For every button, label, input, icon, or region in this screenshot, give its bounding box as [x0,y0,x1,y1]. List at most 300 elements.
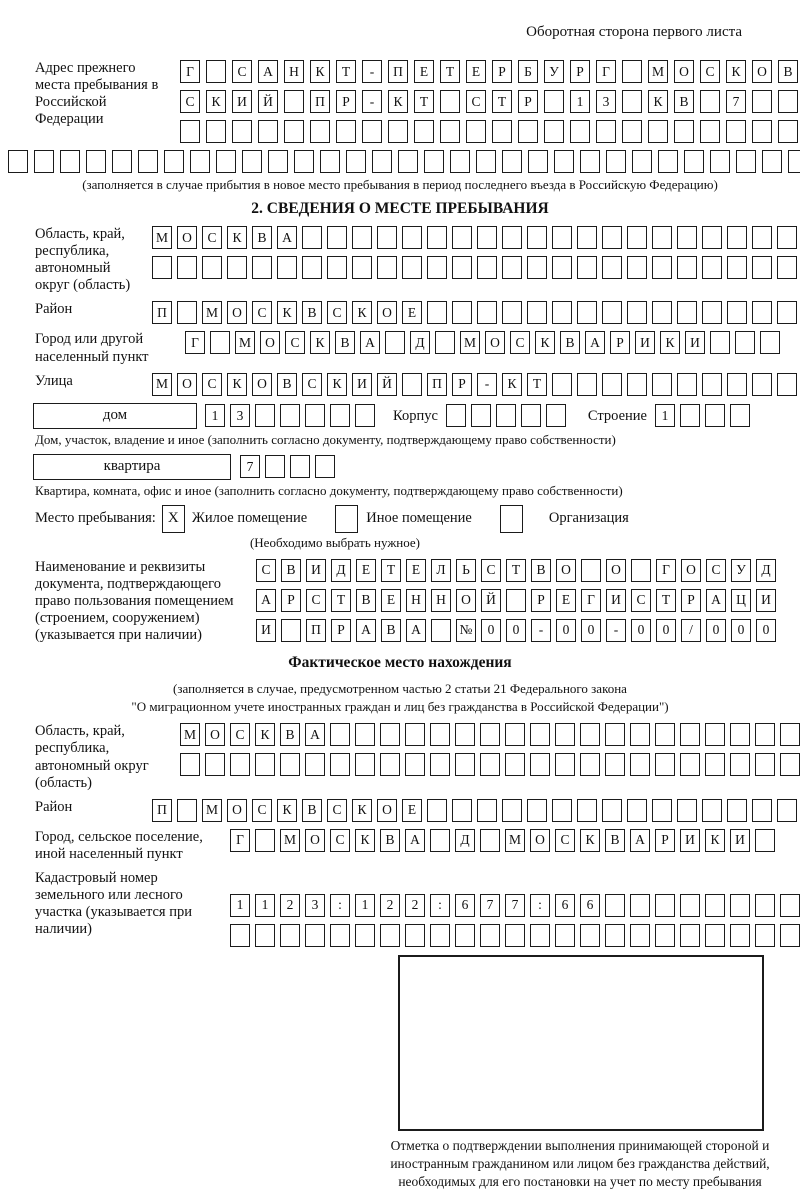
form-cell[interactable]: А [360,331,380,354]
form-cell[interactable]: О [260,331,280,354]
form-cell[interactable] [398,150,418,173]
form-cell[interactable] [284,120,304,143]
form-cell[interactable]: М [505,829,525,852]
form-cell[interactable]: К [277,799,297,822]
form-cell[interactable] [450,150,470,173]
form-cell[interactable] [255,404,275,427]
form-cell[interactable]: Е [356,559,376,582]
form-cell[interactable]: М [460,331,480,354]
form-cell[interactable]: И [256,619,276,642]
form-cell[interactable] [605,723,625,746]
form-cell[interactable] [602,301,622,324]
form-cell[interactable]: 0 [481,619,501,642]
form-cell[interactable] [577,256,597,279]
form-cell[interactable]: В [778,60,798,83]
form-cell[interactable]: Е [556,589,576,612]
form-cell[interactable]: С [306,589,326,612]
form-cell[interactable] [622,90,642,113]
form-cell[interactable] [677,301,697,324]
form-cell[interactable] [505,924,525,947]
form-cell[interactable]: 3 [305,894,325,917]
form-cell[interactable] [502,256,522,279]
form-cell[interactable] [280,753,300,776]
form-cell[interactable]: П [306,619,326,642]
form-cell[interactable]: И [606,589,626,612]
form-cell[interactable]: 0 [756,619,776,642]
form-cell[interactable] [552,799,572,822]
form-cell[interactable] [380,753,400,776]
form-cell[interactable]: 3 [230,404,250,427]
form-cell[interactable] [255,924,275,947]
form-cell[interactable]: 2 [380,894,400,917]
form-cell[interactable] [206,60,226,83]
form-cell[interactable] [402,256,422,279]
form-cell[interactable]: 1 [655,404,675,427]
form-cell[interactable] [230,753,250,776]
form-cell[interactable] [752,301,772,324]
form-cell[interactable]: Д [331,559,351,582]
form-cell[interactable] [730,723,750,746]
form-cell[interactable]: И [306,559,326,582]
form-cell[interactable] [521,404,541,427]
form-cell[interactable]: М [152,226,172,249]
form-cell[interactable]: У [544,60,564,83]
form-cell[interactable] [627,301,647,324]
form-cell[interactable] [255,753,275,776]
form-cell[interactable]: В [605,829,625,852]
form-cell[interactable] [555,723,575,746]
form-cell[interactable] [577,301,597,324]
form-cell[interactable] [727,301,747,324]
form-cell[interactable] [652,799,672,822]
form-cell[interactable] [205,753,225,776]
form-cell[interactable] [430,723,450,746]
form-cell[interactable] [677,226,697,249]
form-cell[interactable]: С [327,301,347,324]
form-cell[interactable] [518,120,538,143]
form-cell[interactable]: К [227,373,247,396]
form-cell[interactable]: - [362,90,382,113]
form-cell[interactable] [480,829,500,852]
form-cell[interactable] [527,256,547,279]
form-cell[interactable]: В [674,90,694,113]
form-cell[interactable] [34,150,54,173]
form-cell[interactable]: М [648,60,668,83]
form-cell[interactable]: Т [492,90,512,113]
form-cell[interactable] [622,120,642,143]
form-cell[interactable] [471,404,491,427]
form-cell[interactable]: 6 [455,894,475,917]
form-cell[interactable] [755,829,775,852]
form-cell[interactable] [552,256,572,279]
form-cell[interactable]: 7 [480,894,500,917]
form-cell[interactable]: О [456,589,476,612]
form-cell[interactable] [760,331,780,354]
form-cell[interactable]: 6 [580,894,600,917]
form-cell[interactable] [528,150,548,173]
form-cell[interactable]: А [585,331,605,354]
form-cell[interactable] [355,753,375,776]
form-cell[interactable] [605,924,625,947]
form-cell[interactable] [477,799,497,822]
form-cell[interactable]: В [277,373,297,396]
form-cell[interactable] [372,150,392,173]
form-cell[interactable]: 1 [255,894,275,917]
form-cell[interactable] [377,256,397,279]
form-cell[interactable] [710,331,730,354]
form-cell[interactable] [705,753,725,776]
form-cell[interactable] [580,150,600,173]
form-cell[interactable] [777,799,797,822]
form-cell[interactable]: С [510,331,530,354]
form-cell[interactable]: / [681,619,701,642]
form-cell[interactable] [602,799,622,822]
form-cell[interactable]: Е [381,589,401,612]
form-cell[interactable] [452,256,472,279]
form-cell[interactable]: В [356,589,376,612]
form-cell[interactable]: К [535,331,555,354]
form-cell[interactable]: С [232,60,252,83]
form-cell[interactable]: - [477,373,497,396]
form-cell[interactable]: Е [406,559,426,582]
form-cell[interactable] [602,373,622,396]
form-cell[interactable]: Л [431,559,451,582]
form-cell[interactable] [702,256,722,279]
form-cell[interactable] [527,301,547,324]
form-cell[interactable] [580,753,600,776]
form-cell[interactable]: М [202,301,222,324]
form-cell[interactable] [202,256,222,279]
form-cell[interactable]: Г [581,589,601,612]
form-cell[interactable] [302,226,322,249]
form-cell[interactable] [700,120,720,143]
form-cell[interactable] [702,373,722,396]
form-cell[interactable] [327,256,347,279]
form-cell[interactable] [631,559,651,582]
form-cell[interactable] [596,120,616,143]
form-cell[interactable] [530,753,550,776]
form-cell[interactable]: Н [406,589,426,612]
form-cell[interactable]: А [277,226,297,249]
form-cell[interactable] [440,90,460,113]
form-cell[interactable] [305,924,325,947]
form-cell[interactable]: О [556,559,576,582]
form-cell[interactable] [402,373,422,396]
form-cell[interactable] [630,753,650,776]
form-cell[interactable]: К [352,301,372,324]
form-cell[interactable] [380,723,400,746]
form-cell[interactable] [680,723,700,746]
form-cell[interactable]: Н [284,60,304,83]
form-cell[interactable]: Т [336,60,356,83]
form-cell[interactable] [506,589,526,612]
form-cell[interactable]: Б [518,60,538,83]
form-cell[interactable] [388,120,408,143]
form-cell[interactable] [505,753,525,776]
form-cell[interactable] [280,404,300,427]
form-cell[interactable] [755,723,775,746]
form-cell[interactable] [755,924,775,947]
form-cell[interactable] [730,753,750,776]
form-cell[interactable] [492,120,512,143]
form-cell[interactable]: С [555,829,575,852]
form-cell[interactable] [705,723,725,746]
form-cell[interactable] [530,924,550,947]
form-cell[interactable]: С [466,90,486,113]
form-cell[interactable]: К [327,373,347,396]
form-cell[interactable] [727,226,747,249]
form-cell[interactable]: 6 [555,894,575,917]
form-cell[interactable] [630,894,650,917]
form-cell[interactable]: Т [381,559,401,582]
form-cell[interactable] [440,120,460,143]
form-cell[interactable] [255,829,275,852]
form-cell[interactable] [726,120,746,143]
form-cell[interactable]: А [406,619,426,642]
form-cell[interactable] [258,120,278,143]
form-cell[interactable]: О [227,301,247,324]
form-cell[interactable]: Г [656,559,676,582]
form-cell[interactable] [402,226,422,249]
form-cell[interactable]: О [377,799,397,822]
form-cell[interactable]: Р [336,90,356,113]
form-cell[interactable]: С [202,373,222,396]
form-cell[interactable]: В [335,331,355,354]
form-cell[interactable] [780,894,800,917]
form-cell[interactable]: О [227,799,247,822]
form-cell[interactable]: 0 [656,619,676,642]
form-cell[interactable] [496,404,516,427]
form-cell[interactable]: 7 [726,90,746,113]
form-cell[interactable]: Р [655,829,675,852]
form-cell[interactable] [180,120,200,143]
form-cell[interactable]: К [352,799,372,822]
form-cell[interactable] [431,619,451,642]
form-cell[interactable] [602,226,622,249]
form-cell[interactable] [605,894,625,917]
checkbox-org[interactable] [500,505,523,533]
apartment-box[interactable]: квартира [33,454,231,480]
form-cell[interactable] [555,753,575,776]
form-cell[interactable] [730,894,750,917]
form-cell[interactable] [780,753,800,776]
form-cell[interactable]: С [700,60,720,83]
form-cell[interactable]: В [280,723,300,746]
form-cell[interactable] [527,799,547,822]
form-cell[interactable]: К [310,331,330,354]
form-cell[interactable] [502,301,522,324]
form-cell[interactable]: С [285,331,305,354]
form-cell[interactable] [477,301,497,324]
form-cell[interactable] [705,924,725,947]
form-cell[interactable] [446,404,466,427]
form-cell[interactable] [177,256,197,279]
form-cell[interactable] [430,924,450,947]
form-cell[interactable] [630,723,650,746]
form-cell[interactable]: К [705,829,725,852]
form-cell[interactable] [330,723,350,746]
form-cell[interactable] [577,373,597,396]
form-cell[interactable] [232,120,252,143]
form-cell[interactable] [680,894,700,917]
form-cell[interactable] [230,924,250,947]
form-cell[interactable]: П [427,373,447,396]
form-cell[interactable]: К [580,829,600,852]
form-cell[interactable]: Р [518,90,538,113]
form-cell[interactable]: Е [402,799,422,822]
form-cell[interactable]: О [252,373,272,396]
form-cell[interactable]: : [430,894,450,917]
form-cell[interactable] [762,150,782,173]
form-cell[interactable]: 0 [631,619,651,642]
form-cell[interactable] [60,150,80,173]
form-cell[interactable] [477,256,497,279]
form-cell[interactable]: Т [331,589,351,612]
form-cell[interactable] [622,60,642,83]
form-cell[interactable] [655,753,675,776]
form-cell[interactable] [580,723,600,746]
form-cell[interactable]: Е [402,301,422,324]
form-cell[interactable]: - [606,619,626,642]
form-cell[interactable]: № [456,619,476,642]
form-cell[interactable]: Г [596,60,616,83]
form-cell[interactable]: Д [756,559,776,582]
form-cell[interactable] [427,226,447,249]
form-cell[interactable]: А [256,589,276,612]
form-cell[interactable]: О [177,226,197,249]
form-cell[interactable] [294,150,314,173]
form-cell[interactable] [684,150,704,173]
form-cell[interactable] [502,226,522,249]
form-cell[interactable]: В [560,331,580,354]
form-cell[interactable] [627,373,647,396]
form-cell[interactable] [680,404,700,427]
form-cell[interactable]: 0 [506,619,526,642]
form-cell[interactable] [630,924,650,947]
form-cell[interactable] [652,301,672,324]
form-cell[interactable] [352,256,372,279]
form-cell[interactable]: К [726,60,746,83]
form-cell[interactable] [652,373,672,396]
form-cell[interactable] [655,723,675,746]
form-cell[interactable]: Т [506,559,526,582]
form-cell[interactable]: Т [656,589,676,612]
form-cell[interactable]: Е [414,60,434,83]
form-cell[interactable] [355,404,375,427]
form-cell[interactable]: В [380,829,400,852]
form-cell[interactable]: Р [331,619,351,642]
form-cell[interactable] [476,150,496,173]
form-cell[interactable]: Й [377,373,397,396]
form-cell[interactable] [680,924,700,947]
form-cell[interactable] [502,799,522,822]
form-cell[interactable] [736,150,756,173]
form-cell[interactable]: Г [230,829,250,852]
form-cell[interactable] [606,150,626,173]
form-cell[interactable]: - [531,619,551,642]
form-cell[interactable]: И [756,589,776,612]
form-cell[interactable] [152,256,172,279]
form-cell[interactable] [552,373,572,396]
house-box[interactable]: дом [33,403,197,429]
form-cell[interactable] [546,404,566,427]
form-cell[interactable]: М [152,373,172,396]
form-cell[interactable]: Й [481,589,501,612]
form-cell[interactable] [677,256,697,279]
form-cell[interactable]: А [706,589,726,612]
form-cell[interactable]: Р [281,589,301,612]
form-cell[interactable]: : [330,894,350,917]
form-cell[interactable] [477,226,497,249]
form-cell[interactable] [505,723,525,746]
form-cell[interactable]: А [258,60,278,83]
form-cell[interactable] [700,90,720,113]
form-cell[interactable]: С [706,559,726,582]
form-cell[interactable] [570,120,590,143]
form-cell[interactable] [277,256,297,279]
form-cell[interactable]: С [256,559,276,582]
form-cell[interactable] [555,924,575,947]
form-cell[interactable]: С [330,829,350,852]
form-cell[interactable]: К [648,90,668,113]
form-cell[interactable] [544,120,564,143]
form-cell[interactable] [677,799,697,822]
form-cell[interactable] [780,723,800,746]
form-cell[interactable] [577,799,597,822]
form-cell[interactable] [405,924,425,947]
form-cell[interactable] [320,150,340,173]
form-cell[interactable]: С [631,589,651,612]
form-cell[interactable]: Е [466,60,486,83]
form-cell[interactable]: П [152,301,172,324]
form-cell[interactable]: Г [180,60,200,83]
form-cell[interactable] [752,799,772,822]
form-cell[interactable]: 1 [205,404,225,427]
form-cell[interactable]: Р [452,373,472,396]
form-cell[interactable]: 3 [596,90,616,113]
form-cell[interactable]: К [355,829,375,852]
form-cell[interactable] [755,894,775,917]
form-cell[interactable] [780,924,800,947]
form-cell[interactable] [414,120,434,143]
form-cell[interactable]: К [660,331,680,354]
form-cell[interactable]: И [680,829,700,852]
form-cell[interactable] [602,256,622,279]
form-cell[interactable] [777,256,797,279]
form-cell[interactable] [705,404,725,427]
form-cell[interactable] [330,404,350,427]
form-cell[interactable] [377,226,397,249]
form-cell[interactable]: Р [531,589,551,612]
form-cell[interactable] [336,120,356,143]
form-cell[interactable] [405,753,425,776]
form-cell[interactable] [627,799,647,822]
form-cell[interactable] [727,799,747,822]
form-cell[interactable]: А [630,829,650,852]
form-cell[interactable] [330,753,350,776]
form-cell[interactable]: А [356,619,376,642]
form-cell[interactable] [455,924,475,947]
form-cell[interactable]: И [635,331,655,354]
form-cell[interactable] [752,226,772,249]
form-cell[interactable]: В [302,301,322,324]
form-cell[interactable]: С [202,226,222,249]
form-cell[interactable] [674,120,694,143]
form-cell[interactable]: А [305,723,325,746]
form-cell[interactable] [778,90,798,113]
form-cell[interactable] [752,373,772,396]
form-cell[interactable] [305,753,325,776]
